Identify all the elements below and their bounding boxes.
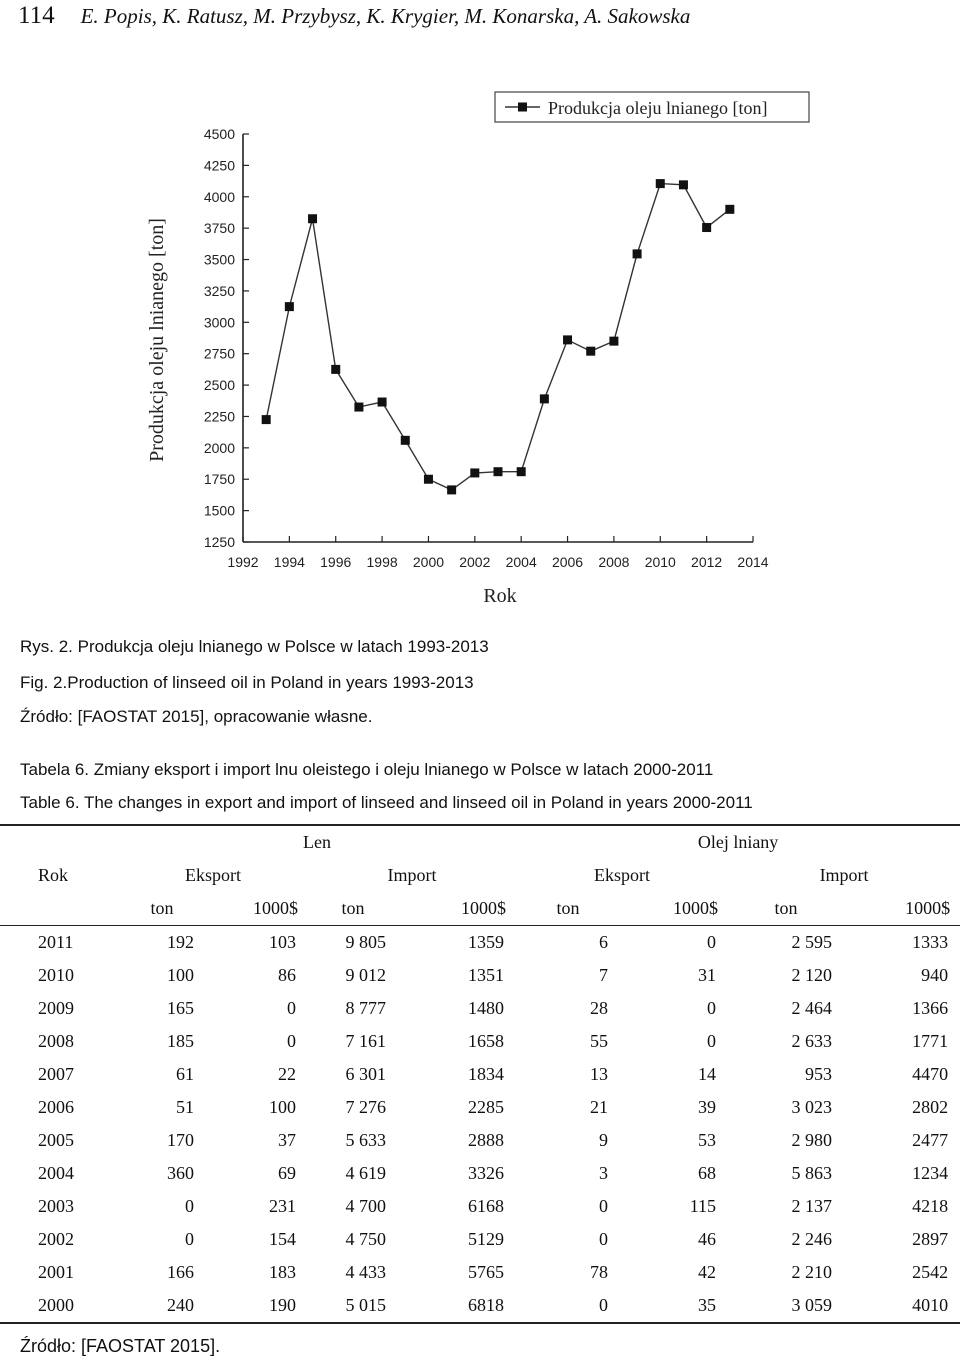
data-point [609, 337, 618, 346]
value-cell: 1351 [468, 965, 505, 985]
y-tick-label: 3000 [203, 314, 235, 331]
unit-header: ton [308, 892, 398, 926]
value-cell: 35 [620, 1289, 728, 1323]
value-cell: 2888 [468, 1130, 505, 1150]
year-cell: 2005 [38, 1130, 74, 1150]
value-cell: 0 [599, 1229, 609, 1249]
value-cell: 115 [689, 1196, 717, 1216]
value-cell: 31 [698, 965, 717, 985]
data-point [331, 365, 340, 374]
unit-header: ton [728, 892, 844, 926]
value-cell: 69 [278, 1163, 296, 1183]
value-cell: 8 777 [345, 998, 386, 1018]
value-cell: 2542 [912, 1262, 949, 1282]
value-cell: 21 [590, 1097, 609, 1117]
y-tick-label: 3750 [203, 220, 235, 237]
value-cell: 170 [167, 1130, 194, 1150]
y-tick-label: 4250 [203, 157, 235, 174]
value-cell: 78 [590, 1262, 609, 1282]
unit-header-empty [0, 892, 118, 926]
value-cell: 5 633 [345, 1130, 386, 1150]
year-cell: 2007 [38, 1064, 74, 1084]
data-point [725, 205, 734, 214]
value-cell: 55 [590, 1031, 609, 1051]
value-cell: 1480 [468, 998, 505, 1018]
value-cell: 1771 [912, 1031, 949, 1051]
value-cell: 22 [278, 1064, 296, 1084]
x-tick-label: 2012 [691, 554, 723, 570]
year-cell: 2000 [0, 1289, 118, 1323]
value-cell: 4010 [844, 1289, 960, 1323]
value-cell: 68 [698, 1163, 717, 1183]
x-tick-label: 1996 [320, 554, 352, 570]
author-list: E. Popis, K. Ratusz, M. Przybysz, K. Krygier, M. Konarska, A. Sakowska [80, 4, 691, 28]
data-point [285, 302, 294, 311]
value-cell: 4 433 [345, 1262, 386, 1282]
value-cell: 13 [590, 1064, 609, 1084]
value-cell: 2 980 [791, 1130, 833, 1150]
table-row [0, 959, 960, 992]
y-tick-label: 1750 [203, 471, 235, 488]
value-cell: 7 276 [345, 1097, 386, 1117]
value-cell: 0 [185, 1229, 194, 1249]
value-cell: 9 805 [345, 932, 386, 952]
value-cell: 9 012 [345, 965, 386, 985]
data-point [378, 398, 387, 407]
data-point [354, 403, 363, 412]
y-tick-label: 2500 [203, 377, 235, 394]
value-cell: 1834 [468, 1064, 505, 1084]
value-cell: 2 633 [791, 1031, 833, 1051]
value-cell: 6168 [468, 1196, 505, 1216]
value-cell: 0 [707, 998, 717, 1018]
y-axis-label: Produkcja oleju lnianego [ton] [146, 218, 168, 462]
y-tick-label: 2000 [203, 439, 235, 456]
y-tick-label: 2750 [203, 345, 235, 362]
data-point [633, 249, 642, 258]
value-cell: 360 [167, 1163, 194, 1183]
figure-caption-pl: Rys. 2. Produkcja oleju lnianego w Polsce w latach 1993-2013 [20, 637, 489, 656]
value-cell: 7 [599, 965, 609, 985]
data-point [447, 485, 456, 494]
value-cell: 231 [269, 1196, 296, 1216]
value-cell: 0 [599, 1196, 609, 1216]
x-axis-label: Rok [483, 585, 517, 607]
value-cell: 3 023 [791, 1097, 833, 1117]
table-row [0, 1025, 960, 1058]
table-corner [0, 825, 118, 859]
x-tick-label: 2014 [737, 554, 769, 570]
year-cell: 2009 [38, 998, 74, 1018]
value-cell: 190 [206, 1289, 308, 1323]
value-cell: 240 [118, 1289, 206, 1323]
unit-header: 1000$ [844, 892, 960, 926]
value-cell: 165 [167, 998, 194, 1018]
table-row [0, 1256, 960, 1289]
page-number: 114 [18, 2, 55, 29]
value-cell: 1234 [912, 1163, 949, 1183]
value-cell: 42 [698, 1262, 717, 1282]
y-tick-label: 4000 [203, 188, 235, 205]
y-tick-label: 4500 [203, 126, 235, 142]
table-source: Źródło: [FAOSTAT 2015]. [20, 1336, 221, 1356]
value-cell: 2 210 [791, 1262, 833, 1282]
value-cell: 0 [185, 1196, 194, 1216]
data-point [494, 467, 503, 476]
value-cell: 0 [516, 1289, 620, 1323]
value-cell: 154 [269, 1229, 296, 1249]
value-cell: 5129 [468, 1229, 505, 1249]
value-cell: 51 [176, 1097, 194, 1117]
value-cell: 2897 [912, 1229, 949, 1249]
value-cell: 5 863 [791, 1163, 833, 1183]
value-cell: 940 [921, 965, 949, 985]
value-cell: 3 [599, 1163, 609, 1183]
data-point [702, 223, 711, 232]
value-cell: 4470 [912, 1064, 949, 1084]
value-cell: 6 301 [345, 1064, 386, 1084]
data-point [563, 335, 572, 344]
value-cell: 2 595 [791, 932, 833, 952]
unit-header: 1000$ [398, 892, 516, 926]
value-cell: 4 619 [345, 1163, 386, 1183]
value-cell: 1366 [912, 998, 949, 1018]
y-tick-label: 1250 [203, 534, 235, 550]
value-cell: 103 [269, 932, 296, 952]
value-cell: 0 [287, 1031, 296, 1051]
y-tick-label: 3500 [203, 251, 235, 268]
year-cell: 2006 [38, 1097, 74, 1117]
value-cell: 46 [698, 1229, 717, 1249]
figure-caption-en: Fig. 2.Production of linseed oil in Poland in years 1993-2013 [20, 673, 474, 692]
x-tick-label: 2008 [598, 554, 630, 570]
table-row [0, 1124, 960, 1157]
data-point [308, 214, 317, 223]
production-line-chart [0, 80, 960, 620]
value-cell: 4 700 [345, 1196, 386, 1216]
table-row [0, 1289, 960, 1323]
value-cell: 1658 [468, 1031, 505, 1051]
x-tick-label: 2004 [505, 554, 537, 570]
value-cell: 2 137 [791, 1196, 833, 1216]
legend-label: Produkcja oleju lnianego [ton] [548, 98, 768, 118]
table-row [0, 1157, 960, 1190]
value-cell: 1359 [468, 932, 505, 952]
value-cell: 185 [167, 1031, 194, 1051]
value-cell: 4218 [912, 1196, 949, 1216]
year-cell: 2003 [38, 1196, 74, 1216]
value-cell: 6818 [398, 1289, 516, 1323]
value-cell: 37 [278, 1130, 296, 1150]
data-point [656, 179, 665, 188]
value-cell: 9 [599, 1130, 609, 1150]
value-cell: 2 464 [791, 998, 833, 1018]
year-cell: 2008 [38, 1031, 74, 1051]
value-cell: 1333 [912, 932, 949, 952]
value-cell: 0 [707, 1031, 717, 1051]
table-caption-en: Table 6. The changes in export and import of linseed and linseed oil in Poland in years 2000-2011 [20, 793, 753, 812]
x-tick-label: 2006 [551, 554, 584, 570]
data-point [679, 180, 688, 189]
value-cell: 192 [167, 932, 194, 952]
value-cell: 953 [805, 1064, 833, 1084]
table-caption-pl: Tabela 6. Zmiany eksport i import lnu oleistego i oleju lnianego w Polsce w latach 2000-2011 [20, 760, 714, 779]
unit-header: ton [118, 892, 206, 926]
table-row [0, 926, 960, 960]
table-row [0, 1190, 960, 1223]
y-tick-label: 2250 [203, 408, 235, 425]
export-import-table [0, 824, 960, 1324]
data-point [470, 468, 479, 477]
value-cell: 0 [287, 998, 296, 1018]
group-header-len: Len [118, 825, 516, 859]
value-cell: 53 [698, 1130, 717, 1150]
value-cell: 0 [707, 932, 717, 952]
data-point [586, 347, 595, 356]
value-cell: 2 120 [791, 965, 833, 985]
value-cell: 6 [599, 932, 609, 952]
x-tick-label: 1998 [366, 554, 398, 570]
unit-header: ton [516, 892, 620, 926]
subheader-len-import: Import [387, 865, 437, 885]
year-cell: 2010 [38, 965, 74, 985]
data-point [517, 467, 526, 476]
value-cell: 100 [269, 1097, 296, 1117]
y-tick-label: 3250 [203, 282, 235, 299]
x-tick-label: 2002 [459, 554, 491, 570]
y-tick-label: 1500 [203, 502, 235, 519]
value-cell: 3326 [468, 1163, 505, 1183]
x-tick-label: 2000 [412, 554, 445, 570]
table-row [0, 1091, 960, 1124]
subheader-len-eksport: Eksport [185, 865, 241, 885]
table-row [0, 1223, 960, 1256]
data-point [401, 436, 410, 445]
value-cell: 183 [269, 1262, 296, 1282]
value-cell: 3 059 [728, 1289, 844, 1323]
year-cell: 2001 [38, 1262, 74, 1282]
value-cell: 5 015 [308, 1289, 398, 1323]
value-cell: 28 [590, 998, 609, 1018]
value-cell: 2477 [912, 1130, 949, 1150]
value-cell: 7 161 [345, 1031, 386, 1051]
unit-header: 1000$ [620, 892, 728, 926]
legend-marker [518, 103, 527, 112]
data-point [424, 475, 433, 484]
running-header [18, 2, 690, 36]
row-header-rok: Rok [38, 865, 69, 885]
unit-header: 1000$ [206, 892, 308, 926]
group-header-olej: Olej lniany [516, 825, 960, 859]
year-cell: 2004 [38, 1163, 74, 1183]
x-tick-label: 1992 [227, 554, 259, 570]
table-row [0, 1058, 960, 1091]
series-line [266, 184, 730, 490]
value-cell: 100 [167, 965, 194, 985]
x-tick-label: 1994 [273, 554, 305, 570]
value-cell: 5765 [468, 1262, 505, 1282]
value-cell: 166 [167, 1262, 194, 1282]
data-point [540, 394, 549, 403]
value-cell: 61 [176, 1064, 194, 1084]
year-cell: 2011 [38, 932, 74, 952]
table-row [0, 992, 960, 1025]
x-tick-label: 2010 [644, 554, 676, 570]
value-cell: 2802 [912, 1097, 949, 1117]
value-cell: 2 246 [791, 1229, 833, 1249]
subheader-olej-eksport: Eksport [594, 865, 651, 885]
figure-source: Źródło: [FAOSTAT 2015], opracowanie własne. [20, 707, 373, 726]
value-cell: 2285 [468, 1097, 505, 1117]
value-cell: 4 750 [345, 1229, 386, 1249]
subheader-olej-import: Import [819, 865, 869, 885]
value-cell: 86 [278, 965, 296, 985]
data-point [262, 415, 271, 424]
year-cell: 2002 [38, 1229, 74, 1249]
value-cell: 14 [698, 1064, 717, 1084]
value-cell: 39 [698, 1097, 717, 1117]
